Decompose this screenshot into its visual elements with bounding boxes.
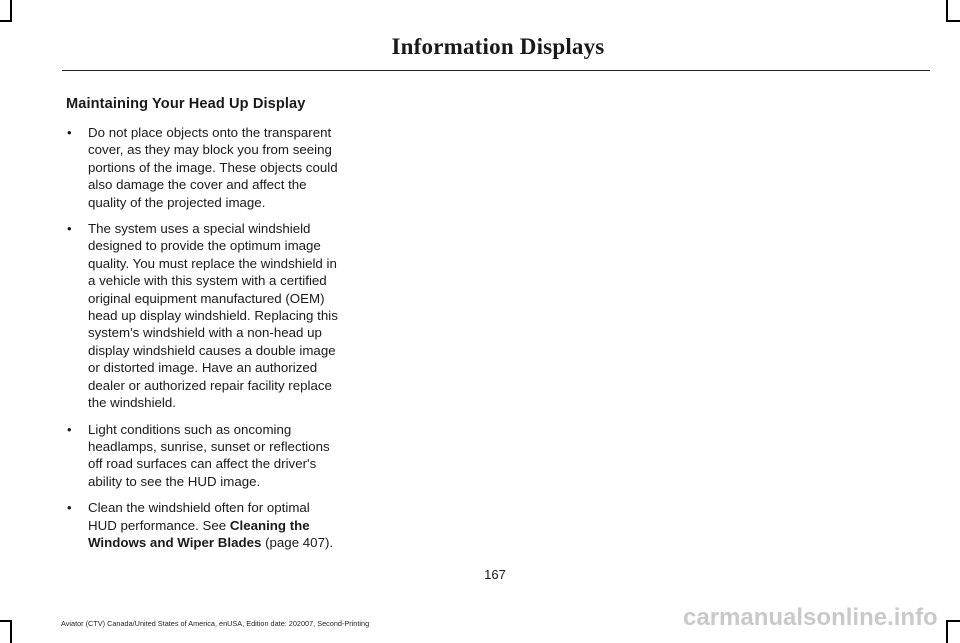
- crop-mark-bottom-right-v: [946, 620, 948, 643]
- bullet-icon: •: [67, 421, 72, 437]
- list-item-text: The system uses a special windshield designed to provide the optimum image quality. You must replace the windshield in a vehicle with this system with a certified original equipment manufactured (OEM) head up display windshield. Replacing this system's windshield with a non-head up display windshield causes a double image or distorted image. Have an authorized dealer or authorized repair facility replace the windshield.: [88, 221, 338, 411]
- crop-mark-top-left-h: [0, 20, 12, 22]
- cross-reference-link[interactable]: Cleaning the Windows and Wiper Blades: [88, 517, 310, 550]
- bullet-list: [66, 124, 340, 551]
- list-item: [66, 421, 340, 491]
- bullet-icon: •: [67, 500, 72, 516]
- page-header-title: Information Displays: [391, 34, 605, 59]
- crop-mark-top-right-h: [946, 20, 960, 22]
- crop-mark-bottom-left-h: [0, 620, 12, 622]
- edition-footer: Aviator (CTV) Canada/United States of America, enUSA, Edition date: 202007, Second-Printing: [61, 619, 370, 628]
- list-item: [66, 499, 340, 551]
- page-number: 167: [484, 567, 506, 582]
- list-item: [66, 124, 340, 211]
- section-title: Maintaining Your Head Up Display: [66, 96, 306, 112]
- crop-mark-bottom-left-v: [10, 620, 12, 643]
- list-item-text: Do not place objects onto the transparent cover, as they may block you from seeing portions of the image. These objects could also damage the cover and affect the quality of the projected image.: [88, 125, 338, 210]
- main-content: [66, 96, 340, 560]
- header-divider: [62, 70, 930, 71]
- list-item-text-after: (page 407).: [261, 534, 334, 550]
- crop-mark-top-right-v: [946, 0, 948, 20]
- bullet-icon: •: [67, 125, 72, 140]
- crop-mark-bottom-right-h: [946, 620, 960, 622]
- list-item-text: Light conditions such as oncoming headlamps, sunrise, sunset or reflections off road surfaces can affect the driver's ability to see the HUD image.: [88, 421, 330, 489]
- watermark: carmanualsonline.info: [683, 604, 938, 631]
- list-item-text-before: Clean the windshield often for optimal HUD performance. See: [88, 500, 310, 533]
- crop-mark-top-left-v: [10, 0, 12, 20]
- list-item: [66, 220, 340, 411]
- bullet-icon: •: [67, 221, 72, 237]
